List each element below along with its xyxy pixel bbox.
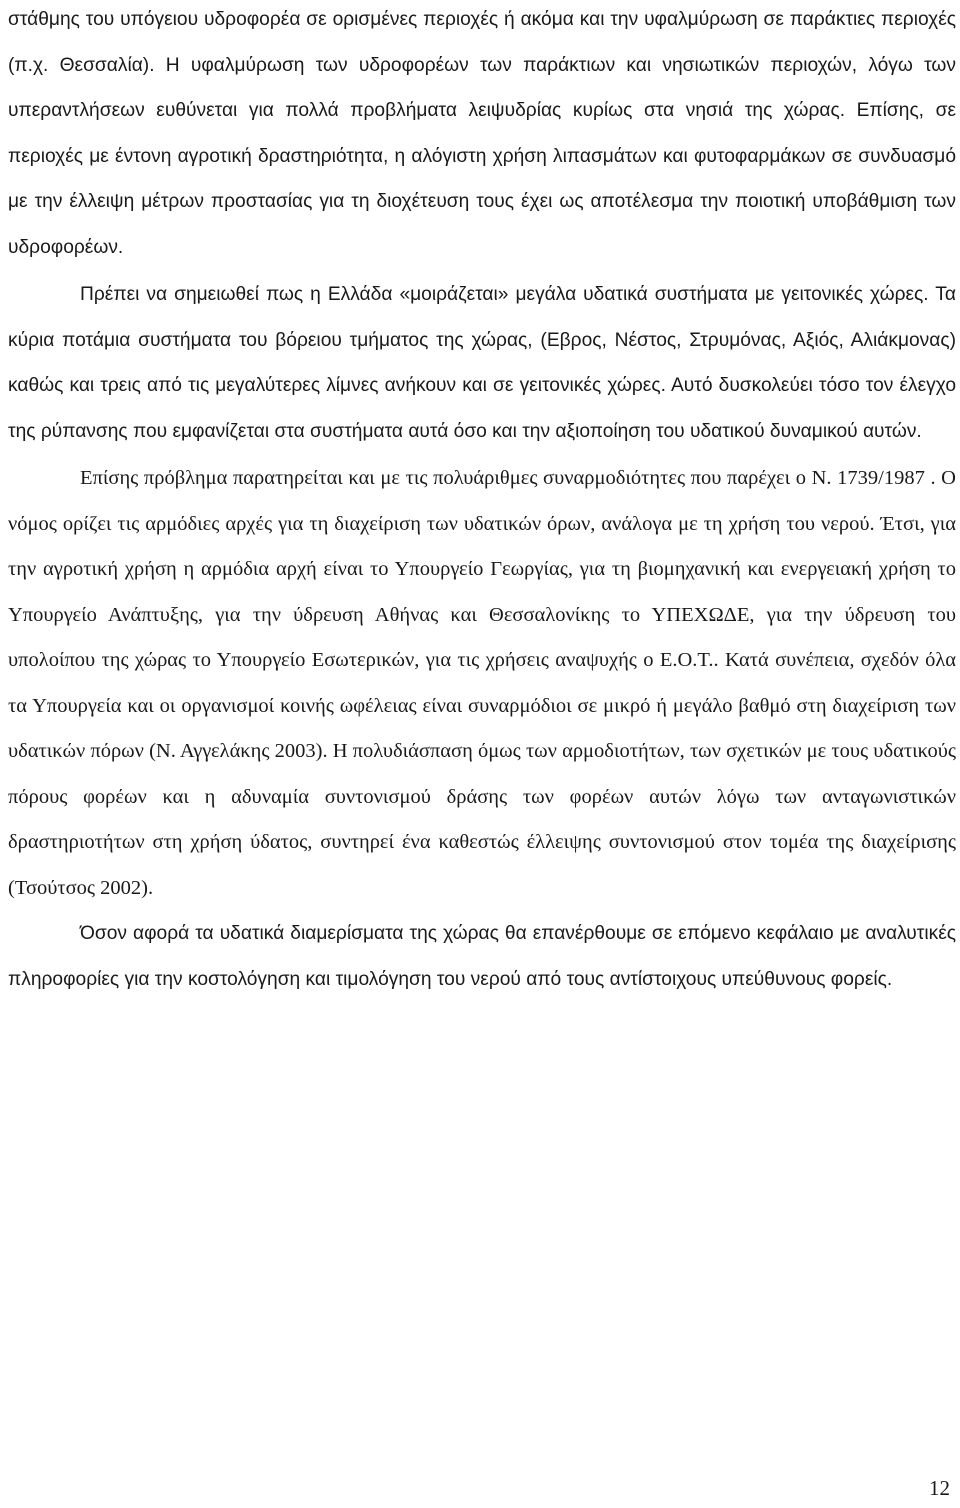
body-paragraph-1: στάθμης του υπόγειου υδροφορέα σε ορισμένες περιοχές ή ακόμα και την υφαλμύρωση σε παράκτιες περιοχές (π.χ. Θεσσαλία). Η υφαλμύρωση των υδροφορέων των παράκτιων και νησιωτικών περιοχών, λόγω των υπεραντλήσεων ευθύνεται για πολλά προβλήματα λειψυδρίας κυρίως στα νησιά της χώρας. Επίσης, σε περιοχές με έντονη αγροτική δραστηριότητα, η αλόγιστη χρήση λιπασμάτων και φυτοφαρμάκων σε συνδυασμό με την έλλειψη μέτρων προστασίας για τη διοχέτευση τους έχει ως αποτέλεσμα την ποιοτική υποβάθμιση των υδροφορέων. <box>8 9 956 258</box>
body-paragraph-4: Όσον αφορά τα υδατικά διαμερίσματα της χώρας θα επανέρθουμε σε επόμενο κεφάλαιο με αναλυτικές πληροφορίες για την κοστολόγηση και τιμολόγηση του νερού από τους αντίστοιχους υπεύθυνους φορείς. <box>8 923 956 990</box>
document-page <box>8 0 956 1002</box>
body-paragraph-2: Πρέπει να σημειωθεί πως η Ελλάδα «μοιράζεται» μεγάλα υδατικά συστήματα με γειτονικές χώρες. Τα κύρια ποτάμια συστήματα του βόρειου τμήματος της χώρας, (Εβρος, Νέστος, Στρυμόνας, Αξιός, Αλιάκμονας) καθώς και τρεις από τις μεγαλύτερες λίμνες ανήκουν και σε γειτονικές χώρες. Αυτό δυσκολεύει τόσο τον έλεγχο της ρύπανσης που εμφανίζεται στα συστήματα αυτά όσο και την αξιοποίηση του υδατικού δυναμικού αυτών. <box>8 284 956 442</box>
page-number: 12 <box>929 1476 950 1500</box>
body-paragraph-3: Επίσης πρόβλημα παρατηρείται και με τις πολυάριθμες συναρμοδιότητες που παρέχει ο Ν. 1739/1987 . Ο νόμος ορίζει τις αρμόδιες αρχές για τη διαχείριση των υδατικών όρων, ανάλογα με τη χρήση του νερού. Έτσι, για την αγροτική χρήση η αρμόδια αρχή είναι το Υπουργείο Γεωργίας, για τη βιομηχανική και ενεργειακή χρήση το Υπουργείο Ανάπτυξης, για την ύδρευση Αθήνας και Θεσσαλονίκης το ΥΠΕΧΩΔΕ, για την ύδρευση του υπολοίπου της χώρας το Υπουργείο Εσωτερικών, για τις χρήσεις αναψυχής ο Ε.Ο.Τ.. Κατά συνέπεια, σχεδόν όλα τα Υπουργεία και οι οργανισμοί κοινής ωφέλειας είναι συναρμόδιοι σε μικρό ή μεγάλο βαθμό στη διαχείριση των υδατικών πόρων (Ν. Αγγελάκης 2003). Η πολυδιάσπαση όμως των αρμοδιοτήτων, των σχετικών με τους υδατικούς πόρους φορέων και η αδυναμία συντονισμού δράσης των φορέων αυτών λόγω των ανταγωνιστικών δραστηριοτήτων στη χρήση ύδατος, συντηρεί ένα καθεστώς έλλειψης συντονισμού στον τομέα της διαχείρισης (Τσούτσος 2002). <box>8 467 956 899</box>
